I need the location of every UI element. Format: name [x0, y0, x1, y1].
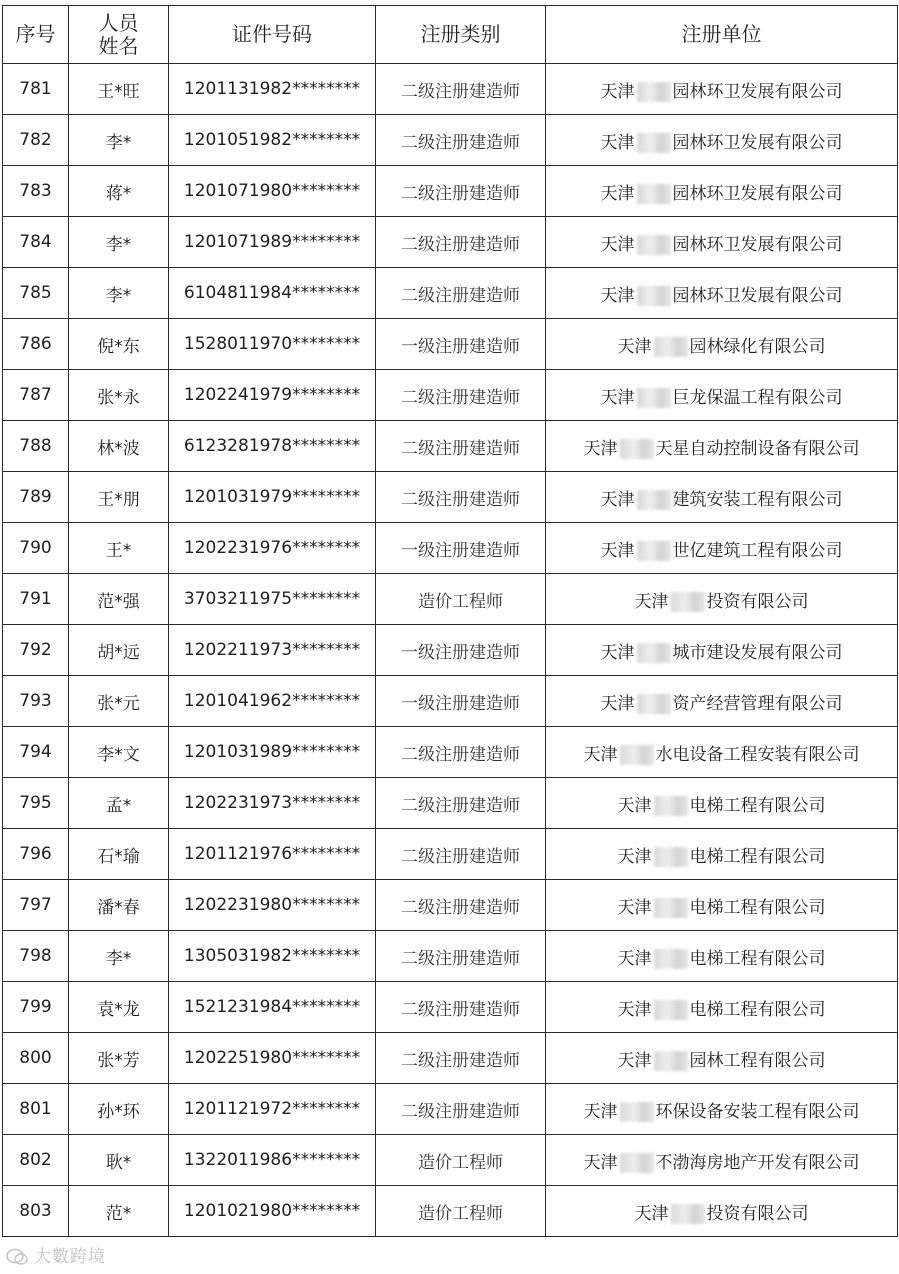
- unit-text: [601, 128, 843, 153]
- registration-type: 一级注册建造师: [376, 676, 546, 727]
- id-number: 1528011970********: [169, 319, 376, 370]
- row-index: 795: [3, 778, 69, 829]
- row-index: 787: [3, 370, 69, 421]
- registration-unit: [546, 1135, 898, 1186]
- table-row: [3, 1186, 898, 1237]
- unit-prefix: 天津: [617, 1050, 652, 1071]
- unit-prefix: 天津: [617, 795, 652, 816]
- row-index: 803: [3, 1186, 69, 1237]
- redaction-blur: [620, 745, 654, 765]
- unit-prefix: 天津: [600, 132, 635, 153]
- row-index: 792: [3, 625, 69, 676]
- unit-text: [635, 587, 809, 612]
- unit-text: [601, 179, 843, 204]
- unit-prefix: 天津: [600, 642, 635, 663]
- registration-type: 二级注册建造师: [376, 1033, 546, 1084]
- table-row: [3, 727, 898, 778]
- person-name: 潘*春: [69, 880, 169, 931]
- person-name: 王*: [69, 523, 169, 574]
- id-number: 1201031989********: [169, 727, 376, 778]
- unit-text: [618, 1046, 826, 1071]
- unit-suffix: 电梯工程有限公司: [689, 795, 826, 816]
- registration-type: 二级注册建造师: [376, 166, 546, 217]
- person-name: 袁*龙: [69, 982, 169, 1033]
- table-header-row: [3, 6, 898, 64]
- unit-suffix: 园林环卫发展有限公司: [672, 234, 843, 255]
- redaction-blur: [654, 949, 688, 969]
- unit-prefix: 天津: [617, 999, 652, 1020]
- table-row: [3, 1135, 898, 1186]
- person-name: 李*: [69, 931, 169, 982]
- unit-text: [618, 842, 826, 867]
- row-index: 788: [3, 421, 69, 472]
- id-number: 1201071989********: [169, 217, 376, 268]
- unit-suffix: 园林绿化有限公司: [689, 336, 826, 357]
- unit-prefix: 天津: [583, 1152, 618, 1173]
- id-number: 1201051982********: [169, 115, 376, 166]
- id-number: 1202241979********: [169, 370, 376, 421]
- registration-unit: [546, 217, 898, 268]
- unit-prefix: 天津: [600, 183, 635, 204]
- person-name: 蒋*: [69, 166, 169, 217]
- header-name: [69, 6, 169, 64]
- id-number: 1202211973********: [169, 625, 376, 676]
- unit-text: [601, 230, 843, 255]
- redaction-blur: [654, 1051, 688, 1071]
- registration-type: 二级注册建造师: [376, 778, 546, 829]
- person-name: 李*: [69, 268, 169, 319]
- unit-suffix: 电梯工程有限公司: [689, 897, 826, 918]
- unit-text: [584, 1097, 860, 1122]
- unit-prefix: 天津: [600, 489, 635, 510]
- registration-type: 二级注册建造师: [376, 472, 546, 523]
- table-row: [3, 982, 898, 1033]
- unit-suffix: 建筑安装工程有限公司: [672, 489, 843, 510]
- id-number: 1202231973********: [169, 778, 376, 829]
- unit-prefix: 天津: [600, 693, 635, 714]
- person-name: 倪*东: [69, 319, 169, 370]
- row-index: 782: [3, 115, 69, 166]
- redaction-blur: [637, 184, 671, 204]
- wechat-logo-icon: [6, 1248, 28, 1266]
- redaction-blur: [637, 388, 671, 408]
- unit-text: [601, 536, 843, 561]
- table-row: [3, 421, 898, 472]
- unit-text: [601, 281, 843, 306]
- row-index: 793: [3, 676, 69, 727]
- person-name: 胡*远: [69, 625, 169, 676]
- unit-text: [584, 1148, 860, 1173]
- person-name: 李*文: [69, 727, 169, 778]
- unit-text: [618, 944, 826, 969]
- unit-text: [618, 332, 826, 357]
- row-index: 785: [3, 268, 69, 319]
- redaction-blur: [654, 898, 688, 918]
- row-index: 797: [3, 880, 69, 931]
- person-name: 李*: [69, 115, 169, 166]
- registration-type: 二级注册建造师: [376, 64, 546, 115]
- table-row: [3, 1084, 898, 1135]
- row-index: 786: [3, 319, 69, 370]
- registration-type: 一级注册建造师: [376, 319, 546, 370]
- header-registration-unit: 注册单位: [546, 6, 898, 64]
- watermark-text: 大數跨境: [34, 1247, 106, 1267]
- table-row: [3, 319, 898, 370]
- table-row: [3, 829, 898, 880]
- redaction-blur: [637, 82, 671, 102]
- redaction-blur: [620, 1153, 654, 1173]
- registration-type: 二级注册建造师: [376, 1084, 546, 1135]
- id-number: 1201021980********: [169, 1186, 376, 1237]
- registration-type: 二级注册建造师: [376, 931, 546, 982]
- unit-text: [601, 689, 843, 714]
- unit-suffix: 城市建设发展有限公司: [672, 642, 843, 663]
- redaction-blur: [637, 490, 671, 510]
- registration-unit: [546, 64, 898, 115]
- redaction-blur: [654, 1000, 688, 1020]
- table-row: [3, 268, 898, 319]
- unit-prefix: 天津: [617, 846, 652, 867]
- registration-unit: [546, 115, 898, 166]
- redaction-blur: [671, 592, 705, 612]
- id-number: 1305031982********: [169, 931, 376, 982]
- id-number: 3703211975********: [169, 574, 376, 625]
- table-row: [3, 1033, 898, 1084]
- registration-unit: [546, 166, 898, 217]
- table-row: [3, 166, 898, 217]
- id-number: 1201041962********: [169, 676, 376, 727]
- unit-text: [601, 77, 843, 102]
- unit-prefix: 天津: [634, 1203, 669, 1224]
- registration-type: 二级注册建造师: [376, 268, 546, 319]
- person-name: 孙*环: [69, 1084, 169, 1135]
- row-index: 790: [3, 523, 69, 574]
- redaction-blur: [654, 337, 688, 357]
- header-name-label: 人员姓名: [98, 10, 139, 58]
- redaction-blur: [637, 694, 671, 714]
- unit-suffix: 水电设备工程安装有限公司: [655, 744, 860, 765]
- registration-type: 一级注册建造师: [376, 523, 546, 574]
- id-number: 1201031979********: [169, 472, 376, 523]
- unit-suffix: 电梯工程有限公司: [689, 948, 826, 969]
- redaction-blur: [637, 541, 671, 561]
- unit-suffix: 投资有限公司: [706, 591, 809, 612]
- unit-text: [601, 383, 843, 408]
- unit-suffix: 投资有限公司: [706, 1203, 809, 1224]
- registration-type: 二级注册建造师: [376, 217, 546, 268]
- registration-unit: [546, 931, 898, 982]
- table-row: [3, 217, 898, 268]
- person-name: 范*: [69, 1186, 169, 1237]
- registration-unit: [546, 472, 898, 523]
- registration-unit: [546, 268, 898, 319]
- unit-suffix: 环保设备安装工程有限公司: [655, 1101, 860, 1122]
- registration-unit: [546, 625, 898, 676]
- row-index: 796: [3, 829, 69, 880]
- registration-type: 二级注册建造师: [376, 829, 546, 880]
- unit-text: [584, 740, 860, 765]
- table-row: [3, 880, 898, 931]
- person-name: 石*瑜: [69, 829, 169, 880]
- row-index: 784: [3, 217, 69, 268]
- id-number: 1202231976********: [169, 523, 376, 574]
- unit-suffix: 资产经营管理有限公司: [672, 693, 843, 714]
- person-name: 张*芳: [69, 1033, 169, 1084]
- redaction-blur: [654, 796, 688, 816]
- id-number: 6123281978********: [169, 421, 376, 472]
- registration-unit: [546, 319, 898, 370]
- id-number: 1201121976********: [169, 829, 376, 880]
- registration-type: 二级注册建造师: [376, 115, 546, 166]
- registration-type: 二级注册建造师: [376, 727, 546, 778]
- unit-suffix: 园林环卫发展有限公司: [672, 285, 843, 306]
- redaction-blur: [620, 1102, 654, 1122]
- unit-prefix: 天津: [600, 285, 635, 306]
- id-number: 1322011986********: [169, 1135, 376, 1186]
- unit-suffix: 天星自动控制设备有限公司: [655, 438, 860, 459]
- table-row: [3, 523, 898, 574]
- registration-type: 二级注册建造师: [376, 370, 546, 421]
- registration-unit: [546, 421, 898, 472]
- row-index: 801: [3, 1084, 69, 1135]
- registration-unit: [546, 727, 898, 778]
- row-index: 789: [3, 472, 69, 523]
- redaction-blur: [637, 643, 671, 663]
- unit-text: [584, 434, 860, 459]
- unit-prefix: 天津: [600, 387, 635, 408]
- redaction-blur: [637, 235, 671, 255]
- watermark: [6, 1242, 106, 1267]
- id-number: 6104811984********: [169, 268, 376, 319]
- person-name: 张*元: [69, 676, 169, 727]
- registration-unit: [546, 1186, 898, 1237]
- unit-suffix: 园林环卫发展有限公司: [672, 183, 843, 204]
- registration-unit: [546, 1033, 898, 1084]
- table-row: [3, 676, 898, 727]
- unit-prefix: 天津: [583, 744, 618, 765]
- unit-prefix: 天津: [600, 234, 635, 255]
- unit-suffix: 电梯工程有限公司: [689, 846, 826, 867]
- id-number: 1201071980********: [169, 166, 376, 217]
- unit-prefix: 天津: [583, 1101, 618, 1122]
- unit-suffix: 不渤海房地产开发有限公司: [655, 1152, 860, 1173]
- registration-type: 一级注册建造师: [376, 625, 546, 676]
- unit-text: [618, 791, 826, 816]
- unit-prefix: 天津: [634, 591, 669, 612]
- registration-type: 二级注册建造师: [376, 421, 546, 472]
- redaction-blur: [671, 1204, 705, 1224]
- table-row: [3, 370, 898, 421]
- row-index: 794: [3, 727, 69, 778]
- person-name: 李*: [69, 217, 169, 268]
- person-name: 孟*: [69, 778, 169, 829]
- unit-prefix: 天津: [617, 948, 652, 969]
- row-index: 783: [3, 166, 69, 217]
- header-index: 序号: [3, 6, 69, 64]
- id-number: 1202231980********: [169, 880, 376, 931]
- unit-prefix: 天津: [617, 897, 652, 918]
- table-row: [3, 625, 898, 676]
- table-row: [3, 931, 898, 982]
- person-name: 林*波: [69, 421, 169, 472]
- table-row: [3, 574, 898, 625]
- registration-type: 造价工程师: [376, 574, 546, 625]
- row-index: 781: [3, 64, 69, 115]
- unit-prefix: 天津: [600, 81, 635, 102]
- person-name: 范*强: [69, 574, 169, 625]
- unit-suffix: 世亿建筑工程有限公司: [672, 540, 843, 561]
- row-index: 802: [3, 1135, 69, 1186]
- unit-text: [635, 1199, 809, 1224]
- person-name: 王*旺: [69, 64, 169, 115]
- redaction-blur: [654, 847, 688, 867]
- header-registration-type: 注册类别: [376, 6, 546, 64]
- table-row: [3, 115, 898, 166]
- unit-text: [618, 995, 826, 1020]
- registration-unit: [546, 523, 898, 574]
- registration-unit: [546, 574, 898, 625]
- row-index: 798: [3, 931, 69, 982]
- registration-unit: [546, 370, 898, 421]
- table-row: [3, 64, 898, 115]
- unit-suffix: 园林工程有限公司: [689, 1050, 826, 1071]
- unit-suffix: 园林环卫发展有限公司: [672, 132, 843, 153]
- registration-type: 造价工程师: [376, 1186, 546, 1237]
- registration-unit: [546, 982, 898, 1033]
- id-number: 1202251980********: [169, 1033, 376, 1084]
- redaction-blur: [637, 286, 671, 306]
- registration-type: 造价工程师: [376, 1135, 546, 1186]
- unit-suffix: 巨龙保温工程有限公司: [672, 387, 843, 408]
- id-number: 1521231984********: [169, 982, 376, 1033]
- unit-prefix: 天津: [617, 336, 652, 357]
- table-row: [3, 472, 898, 523]
- registration-table: [2, 5, 898, 1237]
- person-name: 耿*: [69, 1135, 169, 1186]
- id-number: 1201121972********: [169, 1084, 376, 1135]
- unit-prefix: 天津: [600, 540, 635, 561]
- row-index: 799: [3, 982, 69, 1033]
- header-id-number: 证件号码: [169, 6, 376, 64]
- unit-suffix: 园林环卫发展有限公司: [672, 81, 843, 102]
- row-index: 800: [3, 1033, 69, 1084]
- registration-unit: [546, 1084, 898, 1135]
- id-number: 1201131982********: [169, 64, 376, 115]
- registration-unit: [546, 829, 898, 880]
- unit-text: [601, 485, 843, 510]
- person-name: 张*永: [69, 370, 169, 421]
- person-name: 王*朋: [69, 472, 169, 523]
- registration-type: 二级注册建造师: [376, 982, 546, 1033]
- redaction-blur: [637, 133, 671, 153]
- registration-unit: [546, 880, 898, 931]
- table-row: [3, 778, 898, 829]
- registration-unit: [546, 676, 898, 727]
- registration-type: 二级注册建造师: [376, 880, 546, 931]
- unit-text: [618, 893, 826, 918]
- unit-suffix: 电梯工程有限公司: [689, 999, 826, 1020]
- redaction-blur: [620, 439, 654, 459]
- row-index: 791: [3, 574, 69, 625]
- unit-prefix: 天津: [583, 438, 618, 459]
- unit-text: [601, 638, 843, 663]
- registration-unit: [546, 778, 898, 829]
